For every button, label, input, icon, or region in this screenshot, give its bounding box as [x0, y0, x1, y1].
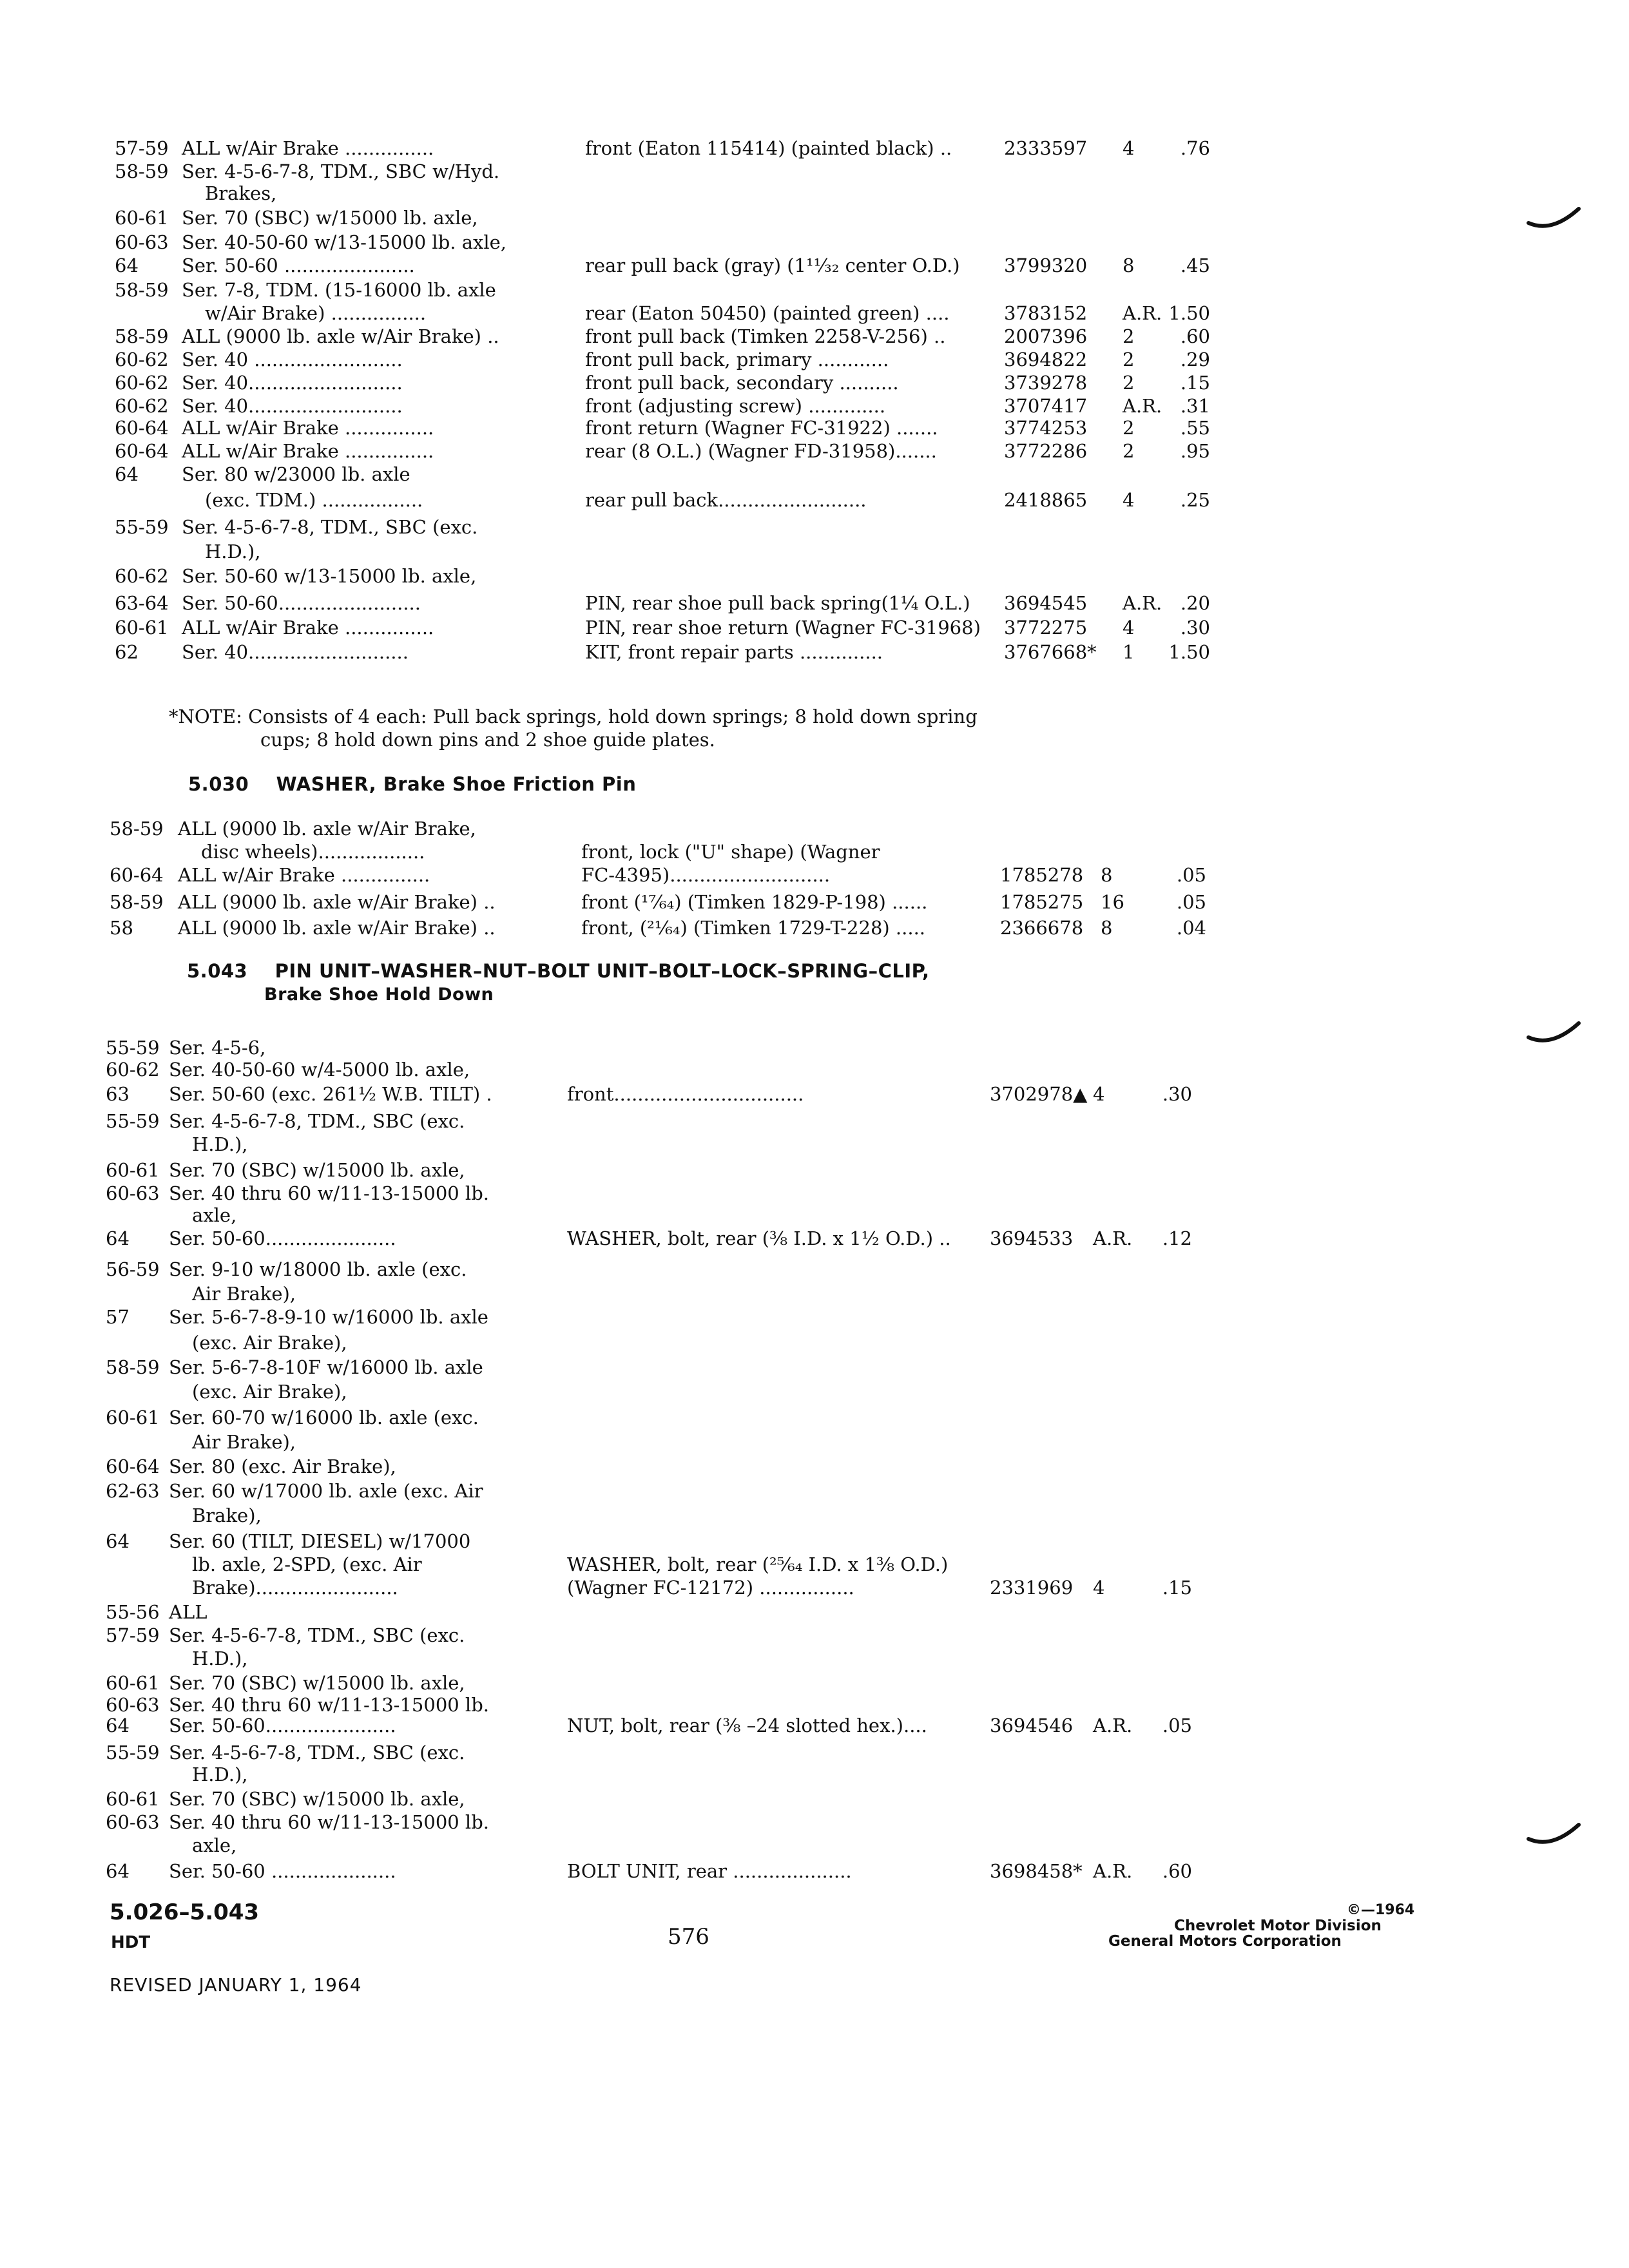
model-series: (exc. Air Brake), — [192, 1381, 347, 1403]
part-description: front pull back (Timken 2258-V-256) .. — [585, 325, 946, 347]
quantity: 8 — [1123, 255, 1135, 276]
model-series: Ser. 70 (SBC) w/15000 lb. axle, — [169, 1159, 465, 1181]
quantity: 4 — [1123, 137, 1135, 159]
model-years: 56-59 — [106, 1258, 160, 1280]
price: .04 — [1176, 917, 1206, 939]
model-years: 64 — [106, 1530, 130, 1552]
model-series: Ser. 50-60...................... — [169, 1715, 396, 1736]
price: .95 — [1180, 440, 1210, 462]
model-years: 62 — [115, 641, 139, 663]
quantity: 4 — [1123, 489, 1135, 511]
price: .15 — [1180, 372, 1210, 394]
model-years: 58-59 — [106, 1356, 160, 1378]
page-number: 576 — [668, 1924, 709, 1950]
part-description: front (Eaton 115414) (painted black) .. — [585, 137, 952, 159]
part-description: WASHER, bolt, rear (⅜ I.D. x 1½ O.D.) .. — [567, 1227, 951, 1249]
model-years: 58-59 — [110, 891, 164, 913]
part-number: 2366678 — [1000, 917, 1084, 939]
margin-mark-icon — [1526, 1019, 1581, 1048]
model-series: axle, — [192, 1834, 237, 1856]
model-series: Ser. 40.......................... — [182, 372, 403, 394]
model-series: Ser. 50-60........................ — [182, 592, 421, 614]
model-years: 60-63 — [106, 1182, 160, 1204]
model-series: ALL w/Air Brake ............... — [182, 440, 434, 462]
part-description: BOLT UNIT, rear .................... — [567, 1860, 852, 1882]
quantity: 1 — [1123, 641, 1135, 663]
quantity: 2 — [1123, 417, 1135, 439]
model-series: Ser. 5-6-7-8-9-10 w/16000 lb. axle — [169, 1306, 488, 1328]
part-number: 3698458* — [990, 1860, 1083, 1882]
quantity: A.R. — [1093, 1227, 1133, 1249]
price: 1.50 — [1168, 302, 1210, 324]
model-series: Ser. 40........................... — [182, 641, 409, 663]
model-series: Brake), — [192, 1504, 262, 1526]
price: .15 — [1162, 1577, 1192, 1599]
model-years: 60-63 — [115, 231, 169, 253]
model-years: 64 — [106, 1715, 130, 1736]
section-title: WASHER, Brake Shoe Friction Pin — [276, 773, 637, 795]
model-series: Ser. 5-6-7-8-10F w/16000 lb. axle — [169, 1356, 483, 1378]
part-number: 3774253 — [1004, 417, 1088, 439]
section-heading-5043 — [187, 960, 930, 982]
model-series: ALL — [169, 1601, 207, 1623]
model-years: 58-59 — [110, 818, 164, 840]
part-description: front pull back, primary ............ — [585, 349, 889, 370]
model-series: ALL w/Air Brake ............... — [182, 137, 434, 159]
model-series: Ser. 40 thru 60 w/11-13-15000 lb. — [169, 1811, 489, 1833]
section-subtitle: Brake Shoe Hold Down — [264, 985, 494, 1004]
model-years: 60-64 — [115, 417, 169, 439]
footer-section-range: 5.026–5.043 — [110, 1899, 260, 1925]
section-number: 5.043 — [187, 960, 248, 982]
model-years: 55-59 — [106, 1037, 160, 1059]
quantity: 2 — [1123, 372, 1135, 394]
part-number: 3739278 — [1004, 372, 1088, 394]
model-years: 60-63 — [106, 1811, 160, 1833]
model-series: Ser. 50-60 ..................... — [169, 1860, 396, 1882]
price: .30 — [1180, 617, 1210, 639]
footer-revised: REVISED JANUARY 1, 1964 — [110, 1974, 362, 1995]
price: .12 — [1162, 1227, 1192, 1249]
model-series: Ser. 40-50-60 w/13-15000 lb. axle, — [182, 231, 507, 253]
quantity: 4 — [1123, 617, 1135, 639]
part-number: 1785275 — [1000, 891, 1084, 913]
price: .55 — [1180, 417, 1210, 439]
part-description: front pull back, secondary .......... — [585, 372, 899, 394]
model-series: Ser. 40 ......................... — [182, 349, 403, 370]
model-years: 64 — [115, 463, 139, 485]
model-years: 63-64 — [115, 592, 169, 614]
price: .05 — [1162, 1715, 1192, 1736]
part-description: PIN, rear shoe return (Wagner FC-31968) — [585, 617, 981, 639]
model-series: Ser. 40-50-60 w/4-5000 lb. axle, — [169, 1059, 470, 1081]
margin-mark-icon — [1526, 1821, 1581, 1849]
model-years: 60-62 — [115, 565, 169, 587]
price: .60 — [1180, 325, 1210, 347]
model-series: Ser. 40 thru 60 w/11-13-15000 lb. — [169, 1694, 489, 1716]
part-number: 3702978▲ — [990, 1083, 1088, 1105]
model-series: Brakes, — [205, 182, 277, 204]
model-series: Ser. 60-70 w/16000 lb. axle (exc. — [169, 1407, 479, 1428]
part-description: front return (Wagner FC-31922) ....... — [585, 417, 938, 439]
model-series: Brake)........................ — [192, 1577, 398, 1599]
part-number: 3694545 — [1004, 592, 1088, 614]
part-number: 3799320 — [1004, 255, 1088, 276]
price: .31 — [1180, 395, 1210, 417]
part-number: 3707417 — [1004, 395, 1088, 417]
model-series: Ser. 4-5-6, — [169, 1037, 266, 1059]
quantity: 4 — [1093, 1083, 1105, 1105]
part-description: rear pull back (gray) (1¹¹⁄₃₂ center O.D.) — [585, 255, 960, 276]
model-series: lb. axle, 2-SPD, (exc. Air — [192, 1553, 422, 1575]
model-series: Air Brake), — [192, 1431, 296, 1453]
quantity: A.R. — [1123, 302, 1162, 324]
part-number: 3772286 — [1004, 440, 1088, 462]
part-number: 3767668* — [1004, 641, 1097, 663]
model-years: 64 — [106, 1227, 130, 1249]
model-series: Ser. 40.......................... — [182, 395, 403, 417]
model-years: 58-59 — [115, 279, 169, 301]
model-years: 63 — [106, 1083, 130, 1105]
model-years: 60-61 — [115, 207, 169, 229]
model-series: ALL (9000 lb. axle w/Air Brake, — [178, 818, 476, 840]
model-years: 60-62 — [106, 1059, 160, 1081]
part-number: 2007396 — [1004, 325, 1088, 347]
model-years: 60-64 — [106, 1456, 160, 1477]
model-years: 60-61 — [106, 1159, 160, 1181]
quantity: 2 — [1123, 440, 1135, 462]
price: .45 — [1180, 255, 1210, 276]
price: .20 — [1180, 592, 1210, 614]
price: .76 — [1180, 137, 1210, 159]
part-number: 1785278 — [1000, 864, 1084, 886]
model-years: 55-56 — [106, 1601, 160, 1623]
model-years: 57-59 — [106, 1624, 160, 1646]
model-series: Ser. 70 (SBC) w/15000 lb. axle, — [182, 207, 478, 229]
model-years: 60-62 — [115, 372, 169, 394]
model-series: Ser. 50-60 (exc. 261½ W.B. TILT) . — [169, 1083, 492, 1105]
note-line-1: *NOTE: Consists of 4 each: Pull back springs, hold down springs; 8 hold down spring — [169, 706, 978, 727]
model-years: 60-62 — [115, 395, 169, 417]
model-series: H.D.), — [192, 1133, 248, 1155]
model-series: Ser. 4-5-6-7-8, TDM., SBC w/Hyd. — [182, 160, 500, 182]
price: .29 — [1180, 349, 1210, 370]
model-years: 60-64 — [110, 864, 164, 886]
model-series: H.D.), — [192, 1763, 248, 1785]
model-years: 62-63 — [106, 1480, 160, 1502]
section-heading-5030 — [188, 773, 636, 795]
model-series: H.D.), — [205, 541, 261, 562]
quantity: A.R. — [1123, 592, 1162, 614]
model-series: Ser. 4-5-6-7-8, TDM., SBC (exc. — [169, 1110, 465, 1132]
model-years: 60-61 — [106, 1407, 160, 1428]
quantity: 8 — [1101, 917, 1113, 939]
part-number: 2331969 — [990, 1577, 1074, 1599]
model-series: Ser. 80 (exc. Air Brake), — [169, 1456, 396, 1477]
part-description: NUT, bolt, rear (⅜ –24 slotted hex.).... — [567, 1715, 927, 1736]
model-years: 64 — [115, 255, 139, 276]
model-series: ALL w/Air Brake ............... — [182, 417, 434, 439]
model-series: Ser. 50-60 w/13-15000 lb. axle, — [182, 565, 477, 587]
part-description: KIT, front repair parts .............. — [585, 641, 883, 663]
model-years: 58 — [110, 917, 133, 939]
model-series: axle, — [192, 1204, 237, 1226]
footer-copyright: ©—1964 — [1347, 1902, 1415, 1918]
price: .60 — [1162, 1860, 1192, 1882]
part-number: 3694822 — [1004, 349, 1088, 370]
quantity: 2 — [1123, 325, 1135, 347]
model-years: 60-61 — [115, 617, 169, 639]
quantity: 16 — [1101, 891, 1124, 913]
model-series: Ser. 4-5-6-7-8, TDM., SBC (exc. — [169, 1742, 465, 1763]
model-series: Ser. 7-8, TDM. (15-16000 lb. axle — [182, 279, 496, 301]
footer-corporation: General Motors Corporation — [1108, 1933, 1342, 1950]
model-series: ALL w/Air Brake ............... — [182, 617, 434, 639]
part-description: (Wagner FC-12172) ................ — [567, 1577, 854, 1599]
part-description: front (adjusting screw) ............. — [585, 395, 886, 417]
part-description: front................................ — [567, 1083, 804, 1105]
model-series: ALL (9000 lb. axle w/Air Brake) .. — [178, 917, 496, 939]
model-years: 60-64 — [115, 440, 169, 462]
model-series: Ser. 50-60 ...................... — [182, 255, 415, 276]
part-description: front, lock ("U" shape) (Wagner — [581, 841, 880, 863]
model-series: Ser. 70 (SBC) w/15000 lb. axle, — [169, 1788, 465, 1810]
model-series: (exc. Air Brake), — [192, 1332, 347, 1354]
model-series: Ser. 70 (SBC) w/15000 lb. axle, — [169, 1672, 465, 1694]
part-description: rear (Eaton 50450) (painted green) .... — [585, 302, 950, 324]
margin-mark-icon — [1526, 205, 1581, 233]
price: .25 — [1180, 489, 1210, 511]
price: .05 — [1176, 864, 1206, 886]
model-series: Air Brake), — [192, 1283, 296, 1305]
model-years: 60-63 — [106, 1694, 160, 1716]
model-series: disc wheels).................. — [201, 841, 425, 863]
model-years: 57 — [106, 1306, 130, 1328]
part-number: 3694533 — [990, 1227, 1074, 1249]
model-years: 55-59 — [106, 1742, 160, 1763]
model-years: 60-62 — [115, 349, 169, 370]
quantity: A.R. — [1093, 1860, 1133, 1882]
model-years: 60-61 — [106, 1672, 160, 1694]
model-series: Ser. 80 w/23000 lb. axle — [182, 463, 410, 485]
part-description: WASHER, bolt, rear (²⁵⁄₆₄ I.D. x 1⅜ O.D.) — [567, 1553, 949, 1575]
part-description: front (¹⁷⁄₆₄) (Timken 1829-P-198) ...... — [581, 891, 928, 913]
quantity: 2 — [1123, 349, 1135, 370]
part-description: rear (8 O.L.) (Wagner FD-31958)....... — [585, 440, 937, 462]
model-series: Ser. 4-5-6-7-8, TDM., SBC (exc. — [182, 516, 478, 538]
footer-division: Chevrolet Motor Division — [1174, 1917, 1382, 1934]
model-series: ALL w/Air Brake ............... — [178, 864, 430, 886]
footer-code: HDT — [111, 1933, 151, 1952]
model-series: Ser. 60 (TILT, DIESEL) w/17000 — [169, 1530, 471, 1552]
model-years: 55-59 — [106, 1110, 160, 1132]
price: .05 — [1176, 891, 1206, 913]
model-series: ALL (9000 lb. axle w/Air Brake) .. — [182, 325, 499, 347]
model-series: H.D.), — [192, 1648, 248, 1669]
model-years: 55-59 — [115, 516, 169, 538]
model-years: 58-59 — [115, 160, 169, 182]
part-number: 3772275 — [1004, 617, 1088, 639]
model-years: 57-59 — [115, 137, 169, 159]
part-description: PIN, rear shoe pull back spring(1¼ O.L.) — [585, 592, 970, 614]
note-line-2: cups; 8 hold down pins and 2 shoe guide plates. — [260, 729, 715, 751]
model-years: 58-59 — [115, 325, 169, 347]
model-series: ALL (9000 lb. axle w/Air Brake) .. — [178, 891, 496, 913]
quantity: 4 — [1093, 1577, 1105, 1599]
model-series: Ser. 9-10 w/18000 lb. axle (exc. — [169, 1258, 467, 1280]
price: .30 — [1162, 1083, 1192, 1105]
part-description: rear pull back......................... — [585, 489, 867, 511]
section-title: PIN UNIT–WASHER–NUT–BOLT UNIT–BOLT–LOCK–SPRING–CLIP, — [275, 960, 930, 982]
quantity: A.R. — [1093, 1715, 1133, 1736]
model-series: Ser. 50-60...................... — [169, 1227, 396, 1249]
model-years: 60-61 — [106, 1788, 160, 1810]
price: 1.50 — [1168, 641, 1210, 663]
part-number: 3694546 — [990, 1715, 1074, 1736]
quantity: A.R. — [1123, 395, 1162, 417]
model-series: (exc. TDM.) ................. — [205, 489, 423, 511]
part-description: front, (²¹⁄₆₄) (Timken 1729-T-228) ..... — [581, 917, 926, 939]
model-years: 64 — [106, 1860, 130, 1882]
model-series: w/Air Brake) ................ — [205, 302, 427, 324]
part-number: 2333597 — [1004, 137, 1088, 159]
part-number: 2418865 — [1004, 489, 1088, 511]
section-number: 5.030 — [188, 773, 249, 795]
model-series: Ser. 4-5-6-7-8, TDM., SBC (exc. — [169, 1624, 465, 1646]
model-series: Ser. 60 w/17000 lb. axle (exc. Air — [169, 1480, 483, 1502]
part-number: 3783152 — [1004, 302, 1088, 324]
model-series: Ser. 40 thru 60 w/11-13-15000 lb. — [169, 1182, 489, 1204]
part-description: FC-4395)........................... — [581, 864, 831, 886]
quantity: 8 — [1101, 864, 1113, 886]
